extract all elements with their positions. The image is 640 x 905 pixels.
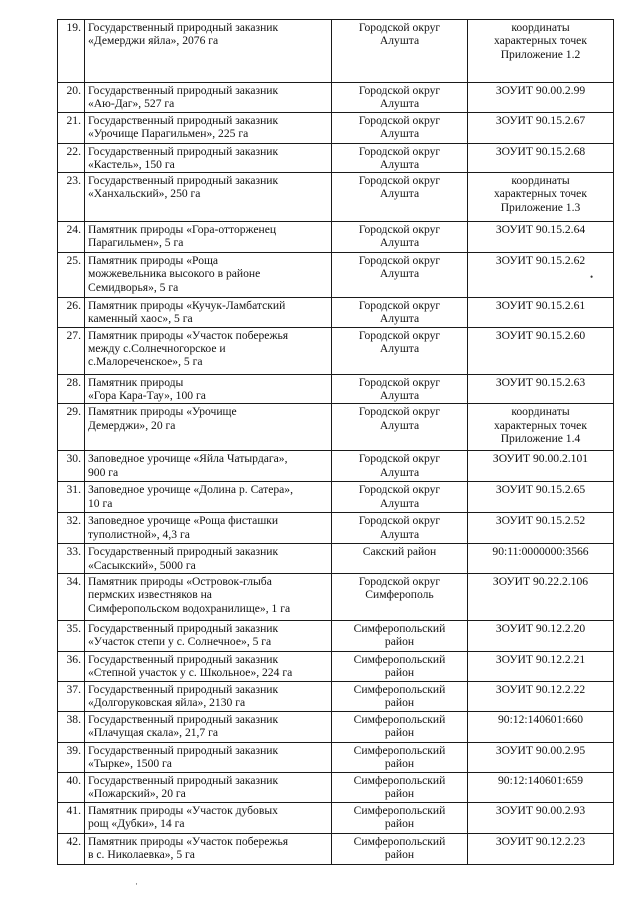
- object-name-line: 900 га: [88, 465, 119, 479]
- row-number: 23.: [58, 173, 85, 222]
- table-row: [58, 651, 614, 681]
- zone-id-cell: [468, 651, 614, 681]
- row-number: 30.: [58, 451, 85, 482]
- table-row: [58, 573, 614, 620]
- table-row: [58, 544, 614, 574]
- row-number: 36.: [58, 651, 85, 681]
- zone-id-line: ЗОУИТ 90.12.2.22: [495, 682, 586, 696]
- object-name-line: пермских известняков на: [88, 588, 212, 602]
- zone-id-cell: [468, 513, 614, 544]
- scan-speck: ·: [135, 879, 138, 889]
- object-name-line: Демерджи», 20 га: [88, 418, 176, 432]
- territory-line: Алушта: [379, 267, 420, 281]
- zone-id-cell: [468, 544, 614, 574]
- territory-line: Симферопольский: [353, 621, 446, 635]
- object-name-line: «Участок степи у с. Солнечное», 5 га: [88, 635, 272, 649]
- zone-id-cell: [468, 573, 614, 620]
- territory-line: Алушта: [379, 34, 420, 48]
- row-number: 21.: [58, 112, 85, 143]
- object-name-line: Парагильмен», 5 га: [88, 236, 184, 250]
- territory-line: Симферопольский: [353, 773, 446, 787]
- zone-id-line: ЗОУИТ 90.12.2.20: [495, 621, 586, 635]
- zone-id-line: ЗОУИТ 90.15.2.63: [495, 375, 586, 389]
- table-row: [58, 681, 614, 711]
- territory-line: Городской округ: [358, 174, 441, 188]
- territory-line: Симферопольский: [353, 652, 446, 666]
- object-name-line: Государственный природный заказник: [88, 144, 279, 158]
- object-name-line: Государственный природный заказник: [88, 84, 279, 97]
- table-row: [58, 802, 614, 833]
- table-row: [58, 83, 614, 113]
- territory-line: Симферопольский: [353, 834, 446, 848]
- row-number: 19.: [58, 20, 85, 83]
- territory-line: Алушта: [379, 389, 420, 403]
- object-name-cell: [85, 112, 332, 143]
- object-name-cell: [85, 544, 332, 574]
- table-row: [58, 620, 614, 651]
- territory-cell: [332, 544, 468, 574]
- territory-line: Городской округ: [358, 514, 441, 528]
- row-number: 32.: [58, 513, 85, 544]
- zone-id-cell: [468, 222, 614, 253]
- zone-id-line: ЗОУИТ 90.12.2.21: [495, 652, 586, 666]
- row-number: 34.: [58, 573, 85, 620]
- object-name-line: Памятник природы «Кучук-Ламбатский: [88, 299, 286, 313]
- object-name-cell: [85, 222, 332, 253]
- territory-line: Алушта: [379, 187, 420, 201]
- row-number: 28.: [58, 374, 85, 404]
- territory-cell: [332, 451, 468, 482]
- territory-line: Алушта: [379, 465, 420, 479]
- zone-id-cell: [468, 482, 614, 513]
- territory-cell: [332, 404, 468, 451]
- row-number: 41.: [58, 802, 85, 833]
- zone-id-cell: [468, 374, 614, 404]
- object-name-cell: [85, 374, 332, 404]
- object-name-cell: [85, 253, 332, 298]
- table-row: [58, 374, 614, 404]
- table-row: [58, 327, 614, 374]
- territory-line: Симферополь: [365, 588, 434, 602]
- zone-id-cell: [468, 833, 614, 864]
- object-name-line: Государственный природный заказник: [88, 545, 279, 559]
- table-row: [58, 742, 614, 772]
- territory-cell: [332, 513, 468, 544]
- territory-line: Городской округ: [358, 328, 441, 342]
- zone-id-line: 90:12:140601:660: [497, 712, 584, 726]
- territory-line: Городской округ: [358, 299, 441, 313]
- object-name-cell: [85, 327, 332, 374]
- object-name-line: Симферопольском водохранилище», 1 га: [88, 601, 291, 615]
- territory-line: Алушта: [379, 236, 420, 250]
- zone-id-cell: [468, 112, 614, 143]
- territory-line: Симферопольский: [353, 743, 446, 757]
- zone-id-line: ЗОУИТ 90.00.2.101: [492, 452, 589, 466]
- table-row: [58, 253, 614, 298]
- object-name-line: Памятник природы «Гора-отторженец: [88, 223, 277, 237]
- zone-id-cell: [468, 772, 614, 802]
- object-name-line: Памятник природы «Роща: [88, 254, 219, 268]
- object-name-line: «Ханхальский», 250 га: [88, 187, 201, 201]
- object-name-cell: [85, 772, 332, 802]
- zone-id-line: ЗОУИТ 90.22.2.106: [492, 574, 589, 588]
- zone-id-line: ЗОУИТ 90.15.2.68: [495, 144, 586, 158]
- territory-line: Городской округ: [358, 21, 441, 34]
- table-row: [58, 404, 614, 451]
- territory-line: Алушта: [379, 312, 420, 326]
- scan-speck: •: [590, 272, 594, 282]
- zone-id-line: ЗОУИТ 90.15.2.61: [495, 299, 586, 313]
- table-row: [58, 222, 614, 253]
- object-name-cell: [85, 143, 332, 173]
- object-name-cell: [85, 298, 332, 328]
- object-name-line: Заповедное урочище «Яйла Чатырдага»,: [88, 452, 288, 466]
- zone-id-line: ЗОУИТ 90.15.2.60: [495, 328, 586, 342]
- object-name-line: «Степной участок у с. Школьное», 224 га: [88, 666, 293, 680]
- zone-id-line: ЗОУИТ 90.15.2.52: [495, 514, 586, 528]
- zone-id-cell: [468, 173, 614, 222]
- table-row: [58, 513, 614, 544]
- zone-id-line: ЗОУИТ 90.15.2.67: [495, 113, 586, 127]
- object-name-line: Заповедное урочище «Долина р. Сатера»,: [88, 483, 293, 497]
- territory-cell: [332, 651, 468, 681]
- zone-id-line: ЗОУИТ 90.00.2.93: [495, 803, 586, 817]
- row-number: 40.: [58, 772, 85, 802]
- object-name-line: Памятник природы: [88, 375, 184, 389]
- territory-cell: [332, 327, 468, 374]
- object-name-line: Государственный природный заказник: [88, 113, 279, 127]
- zone-id-cell: [468, 742, 614, 772]
- territory-line: район: [384, 666, 415, 680]
- table-row: [58, 112, 614, 143]
- object-name-line: Государственный природный заказник: [88, 21, 279, 34]
- object-name-line: «Сасыкский», 5000 га: [88, 558, 196, 572]
- object-name-line: Семидворья», 5 га: [88, 280, 179, 294]
- row-number: 42.: [58, 833, 85, 864]
- territory-cell: [332, 222, 468, 253]
- object-name-line: Государственный природный заказник: [88, 712, 279, 726]
- object-name-cell: [85, 620, 332, 651]
- object-name-cell: [85, 173, 332, 222]
- zone-id-line: 90:11:0000000:3566: [492, 545, 589, 559]
- territory-line: Городской округ: [358, 223, 441, 237]
- zone-id-line: ЗОУИТ 90.00.2.95: [495, 743, 586, 757]
- object-name-line: «Долгоруковская яйла», 2130 га: [88, 696, 246, 710]
- zone-id-cell: [468, 327, 614, 374]
- territory-cell: [332, 711, 468, 742]
- object-name-line: «Урочище Парагильмен», 225 га: [88, 126, 249, 140]
- object-name-line: можжевельника высокого в районе: [88, 267, 261, 281]
- zone-id-cell: [468, 83, 614, 113]
- row-number: 26.: [58, 298, 85, 328]
- row-number: 31.: [58, 482, 85, 513]
- object-name-line: Памятник природы «Островок-глыба: [88, 574, 272, 588]
- territory-cell: [332, 374, 468, 404]
- territory-line: Алушта: [379, 157, 420, 171]
- territory-line: район: [384, 757, 415, 771]
- territory-line: Городской округ: [358, 113, 441, 127]
- zone-id-line: ЗОУИТ 90.15.2.62: [495, 254, 586, 268]
- table-row: [58, 20, 614, 83]
- zone-id-line: координаты: [511, 405, 570, 419]
- object-name-line: с.Малореченское», 5 га: [88, 355, 203, 369]
- territory-line: район: [384, 848, 415, 862]
- territory-cell: [332, 253, 468, 298]
- object-name-cell: [85, 711, 332, 742]
- row-number: 37.: [58, 681, 85, 711]
- territory-cell: [332, 143, 468, 173]
- object-name-line: Государственный природный заказник: [88, 174, 279, 188]
- territory-line: Симферопольский: [353, 803, 446, 817]
- territory-line: Симферопольский: [353, 712, 446, 726]
- table-row: [58, 451, 614, 482]
- object-name-line: рощ «Дубки», 14 га: [88, 817, 185, 831]
- object-name-line: Государственный природный заказник: [88, 743, 279, 757]
- row-number: 29.: [58, 404, 85, 451]
- territory-line: Алушта: [379, 527, 420, 541]
- object-name-line: в с. Николаевка», 5 га: [88, 848, 195, 862]
- zone-id-cell: [468, 20, 614, 83]
- row-number: 38.: [58, 711, 85, 742]
- row-number: 27.: [58, 327, 85, 374]
- object-name-line: Заповедное урочище «Роща фисташки: [88, 514, 279, 528]
- zone-id-line: ЗОУИТ 90.00.2.99: [495, 84, 586, 97]
- row-number: 35.: [58, 620, 85, 651]
- territory-line: Городской округ: [358, 574, 441, 588]
- protected-areas-table: [57, 19, 614, 865]
- zone-id-line: координаты: [511, 21, 570, 34]
- object-name-line: «Тырке», 1500 га: [88, 757, 172, 771]
- territory-cell: [332, 482, 468, 513]
- object-name-cell: [85, 404, 332, 451]
- territory-line: район: [384, 726, 415, 740]
- territory-line: Алушта: [379, 97, 420, 111]
- zone-id-cell: [468, 404, 614, 451]
- table-row: [58, 143, 614, 173]
- object-name-line: «Гора Кара-Тау», 100 га: [88, 389, 206, 403]
- territory-cell: [332, 620, 468, 651]
- zone-id-line: характерных точек: [494, 187, 587, 201]
- territory-line: Городской округ: [358, 452, 441, 466]
- object-name-cell: [85, 482, 332, 513]
- object-name-line: между с.Солнечногорское и: [88, 342, 226, 356]
- zone-id-cell: [468, 298, 614, 328]
- zone-id-cell: [468, 620, 614, 651]
- territory-line: район: [384, 696, 415, 710]
- object-name-line: «Пожарский», 20 га: [88, 787, 186, 801]
- territory-line: Городской округ: [358, 483, 441, 497]
- zone-id-line: характерных точек: [494, 34, 587, 48]
- territory-line: Сакский район: [362, 545, 437, 559]
- territory-line: Городской округ: [358, 84, 441, 97]
- zone-id-line: Приложение 1.4: [500, 431, 581, 445]
- table-row: [58, 298, 614, 328]
- row-number: 33.: [58, 544, 85, 574]
- zone-id-cell: [468, 451, 614, 482]
- object-name-line: Государственный природный заказник: [88, 652, 279, 666]
- territory-cell: [332, 772, 468, 802]
- territory-cell: [332, 573, 468, 620]
- object-name-cell: [85, 802, 332, 833]
- territory-line: Симферопольский: [353, 682, 446, 696]
- object-name-cell: [85, 573, 332, 620]
- object-name-cell: [85, 651, 332, 681]
- zone-id-cell: [468, 143, 614, 173]
- object-name-line: 10 га: [88, 496, 113, 510]
- territory-cell: [332, 802, 468, 833]
- object-name-line: «Плачущая скала», 21,7 га: [88, 726, 219, 740]
- row-number: 25.: [58, 253, 85, 298]
- territory-line: район: [384, 635, 415, 649]
- territory-cell: [332, 112, 468, 143]
- territory-line: Алушта: [379, 342, 420, 356]
- territory-cell: [332, 681, 468, 711]
- zone-id-line: ЗОУИТ 90.15.2.65: [495, 483, 586, 497]
- territory-line: Алушта: [379, 496, 420, 510]
- territory-line: Городской округ: [358, 405, 441, 419]
- territory-line: район: [384, 787, 415, 801]
- object-name-line: Памятник природы «Участок побережья: [88, 328, 289, 342]
- object-name-line: Памятник природы «Урочище: [88, 405, 237, 419]
- row-number: 24.: [58, 222, 85, 253]
- table-row: [58, 833, 614, 864]
- territory-line: Городской округ: [358, 254, 441, 268]
- zone-id-line: координаты: [511, 174, 570, 188]
- object-name-cell: [85, 513, 332, 544]
- territory-cell: [332, 298, 468, 328]
- object-name-line: Государственный природный заказник: [88, 773, 279, 787]
- object-name-cell: [85, 833, 332, 864]
- zone-id-line: Приложение 1.2: [500, 47, 581, 61]
- row-number: 22.: [58, 143, 85, 173]
- zone-id-line: ЗОУИТ 90.15.2.64: [495, 223, 586, 237]
- zone-id-line: Приложение 1.3: [500, 200, 581, 214]
- object-name-line: «Кастель», 150 га: [88, 157, 175, 171]
- object-name-cell: [85, 83, 332, 113]
- territory-line: Алушта: [379, 126, 420, 140]
- zone-id-line: характерных точек: [494, 418, 587, 432]
- table-row: [58, 772, 614, 802]
- object-name-line: Государственный природный заказник: [88, 682, 279, 696]
- table-body: [58, 20, 614, 865]
- object-name-line: Государственный природный заказник: [88, 621, 279, 635]
- zone-id-cell: [468, 681, 614, 711]
- zone-id-cell: [468, 711, 614, 742]
- territory-line: Алушта: [379, 418, 420, 432]
- object-name-line: «Аю-Даг», 527 га: [88, 97, 175, 111]
- zone-id-cell: [468, 802, 614, 833]
- object-name-cell: [85, 681, 332, 711]
- row-number: 20.: [58, 83, 85, 113]
- object-name-line: Памятник природы «Участок дубовых: [88, 803, 278, 817]
- territory-cell: [332, 833, 468, 864]
- territory-cell: [332, 83, 468, 113]
- object-name-line: «Демерджи яйла», 2076 га: [88, 34, 219, 48]
- territory-line: Городской округ: [358, 375, 441, 389]
- object-name-line: Памятник природы «Участок побережья: [88, 834, 289, 848]
- row-number: 39.: [58, 742, 85, 772]
- object-name-line: каменный хаос», 5 га: [88, 312, 193, 326]
- object-name-cell: [85, 451, 332, 482]
- territory-line: район: [384, 817, 415, 831]
- territory-cell: [332, 20, 468, 83]
- object-name-line: туполистной», 4,3 га: [88, 527, 190, 541]
- object-name-cell: [85, 742, 332, 772]
- table-row: [58, 482, 614, 513]
- object-name-cell: [85, 20, 332, 83]
- zone-id-line: ЗОУИТ 90.12.2.23: [495, 834, 586, 848]
- zone-id-line: 90:12:140601:659: [497, 773, 584, 787]
- territory-line: Городской округ: [358, 144, 441, 158]
- table-row: [58, 173, 614, 222]
- territory-cell: [332, 173, 468, 222]
- territory-cell: [332, 742, 468, 772]
- table-row: [58, 711, 614, 742]
